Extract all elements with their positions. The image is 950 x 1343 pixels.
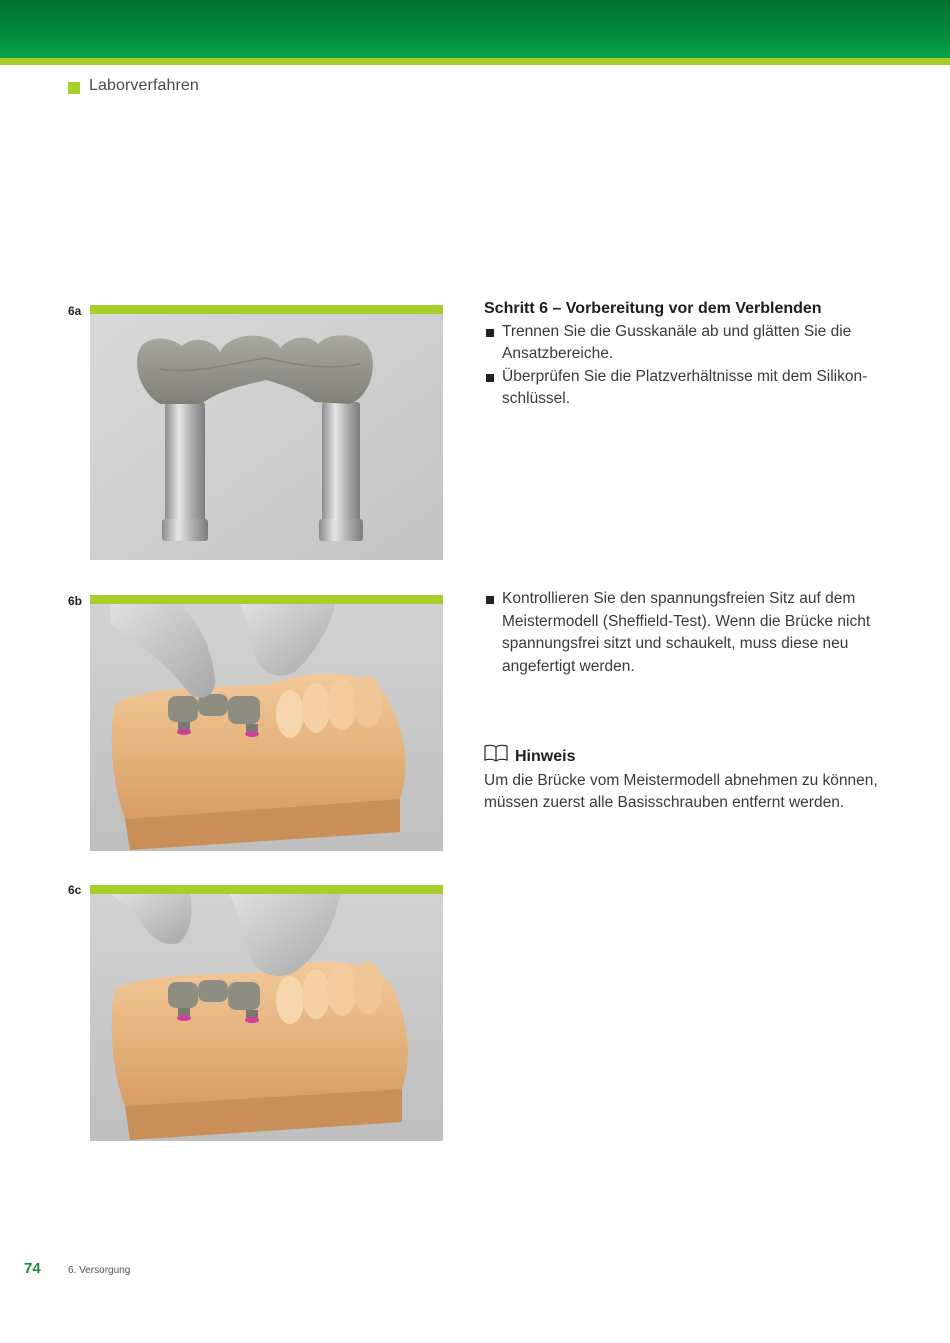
book-icon	[484, 744, 508, 770]
note-title: Hinweis	[515, 747, 576, 765]
section-title: Laborverfahren	[89, 77, 199, 94]
photo-sheffield-test	[90, 604, 443, 851]
figure-label-6c: 6c	[68, 883, 82, 897]
check-bullet-1: Kontrollieren Sie den spannungsfreien Sitz auf dem Meistermodell (Sheffield-Test). Wenn die Brücke nicht spannungsfrei sitzt und schaukelt, muss diese neu angefertigt werden.	[484, 588, 884, 678]
check-block	[484, 588, 884, 678]
step-6-block	[484, 298, 884, 411]
header-accent-stripe	[0, 58, 950, 65]
check-bullet-list	[484, 588, 884, 678]
photo-sheffield-test-alt	[90, 894, 443, 1141]
note-header	[484, 744, 884, 770]
figure-bar-6a	[90, 305, 443, 314]
header-band	[0, 0, 950, 58]
page-number: 74	[24, 1260, 41, 1277]
note-block	[484, 744, 884, 815]
footer-chapter: 6. Versorgung	[68, 1265, 131, 1276]
figure-bar-6c	[90, 885, 443, 894]
section-marker	[68, 82, 80, 94]
step-bullet-2: Überprüfen Sie die Platzverhältnisse mit dem Silikon-schlüssel.	[484, 366, 884, 411]
figure-label-6b: 6b	[68, 594, 83, 608]
note-text: Um die Brücke vom Meistermodell abnehmen zu können, müssen zuerst alle Basisschrauben entfernt werden.	[484, 771, 878, 811]
step-bullet-list	[484, 321, 884, 411]
photo-bridge-on-analogs	[90, 314, 443, 560]
figure-bar-6b	[90, 595, 443, 604]
figure-label-6a: 6a	[68, 304, 82, 318]
step-bullet-1: Trennen Sie die Gusskanäle ab und glätten Sie die Ansatzbereiche.	[484, 321, 884, 366]
step-title: Schritt 6 – Vorbereitung vor dem Verblenden	[484, 300, 822, 317]
